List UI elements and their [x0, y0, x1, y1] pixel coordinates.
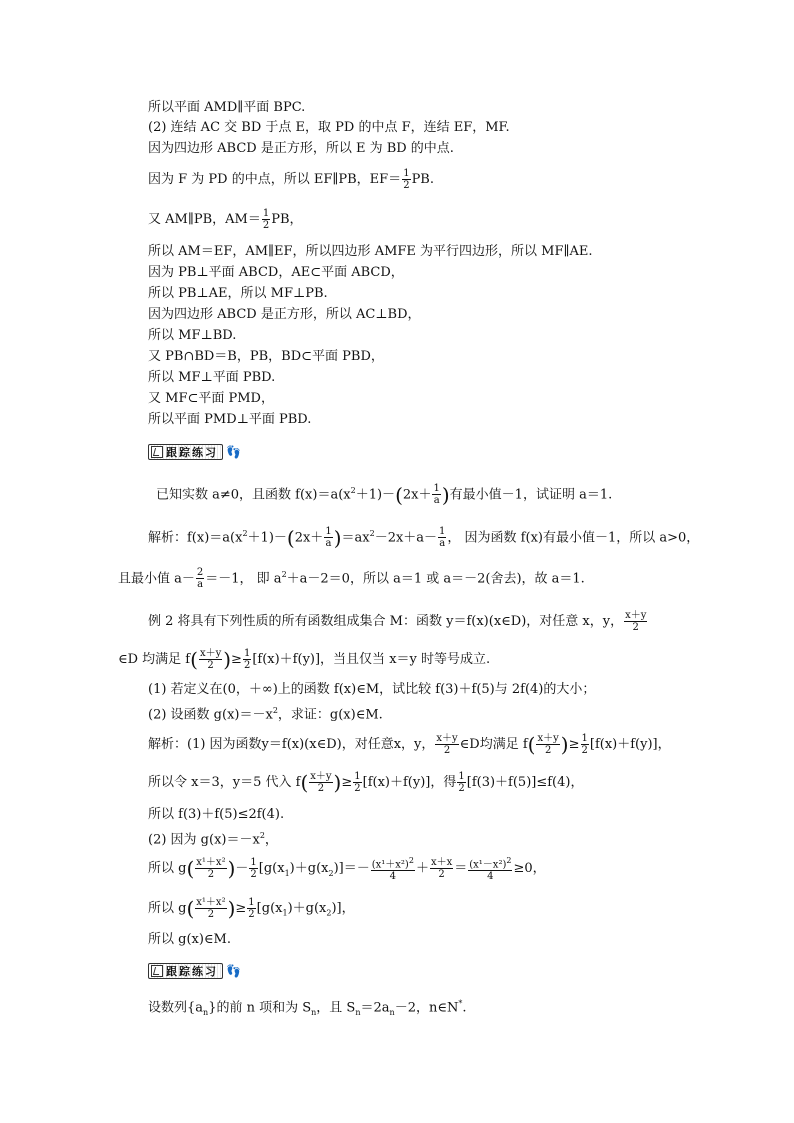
text-line: (2) 设函数 $g(x)=-x^2$，求证：g(x)∈M. — [148, 706, 383, 723]
pencil-note-icon — [151, 446, 163, 458]
text-line: 所以平面 AMD∥平面 BPC. — [148, 100, 306, 115]
text-line: (1) 若定义在(0，＋∞)上的函数 f(x)∈M，试比较 f(3)＋f(5)与 2f(4)的大小； — [148, 682, 596, 697]
text-line: 所以 f(3)＋f(5)≤2f(4). — [148, 807, 285, 822]
solution-line: 所以令 x＝3，y＝5 代入 f( $\frac{x+y}{2}$ )≥ $\frac{1}{2}$ [f(x)＋f(y)]，得 $\frac{1}{2}$ [f(3)＋f(5)]≤f(4)， — [148, 770, 584, 795]
text-line: 所以 g(x)∈M. — [148, 932, 231, 947]
pencil-note-icon — [151, 965, 163, 977]
text-line: 因为 F 为 PD 的中点，所以 EF∥PB，EF＝ $\frac{1}{2}$ PB. — [148, 168, 434, 191]
section-badge: 跟踪练习 👣 — [148, 962, 241, 980]
text-line: 又 PB∩BD＝B，PB，BD⊂平面 PBD， — [148, 349, 384, 364]
footprints-icon: 👣 — [226, 445, 241, 459]
solution-line: 且最小值 a－ $\frac{2}{a}$ ＝－1， 即 $a^2+a-2=0$，所以 a＝1 或 a＝－2(舍去)，故 a＝1. — [118, 567, 585, 591]
text-line: (2) 因为 $g(x)=-x^2$， — [148, 831, 278, 848]
text-line: 所以 MF⊥平面 PBD. — [148, 370, 276, 385]
text-line: 所以 AM＝EF，AM∥EF，所以四边形 AMFE 为平行四边形，所以 MF∥AE. — [148, 244, 593, 259]
footprints-icon: 👣 — [226, 964, 241, 978]
solution-line: 所以 g( $\frac{\text{x¹＋x²}}{2}$ )≥ $\frac{1}{2}$ $[g(x_1)+g(x_2)]$， — [148, 896, 355, 921]
example-line: ∈D 均满足 f( $\frac{x+y}{2}$ )≥ $\frac{1}{2}$ [f(x)＋f(y)]，当且仅当 x＝y 时等号成立. — [118, 647, 491, 672]
fraction: $\frac{1}{2}$ — [262, 208, 270, 231]
text-line: 又 MF⊂平面 PMD， — [148, 391, 274, 406]
text-line: 所以 MF⊥BD. — [148, 328, 237, 343]
solution-line: 所以 g( $\frac{\text{x¹＋x²}}{2}$ )－ $\frac{1}{2}$ $[g(x_1)+g(x_2)]=-$ $\frac{(x^1+x^2)^2}{4}$ ＋ $\frac{x+x}{2}$ ＝ $\frac{(x^1-x^2)^2}{4}$ ≥0， — [148, 856, 546, 883]
exercise-question: 已知实数 a≠0，且函数 $f(x)=a(x^2+1)-(2x+$ $\frac{1}{a}$ )有最小值－1，试证明 a＝1. — [156, 482, 613, 507]
text-line: 所以 PB⊥AE，所以 MF⊥PB. — [148, 286, 328, 301]
solution-line: 解析：$f(x)=a(x^2+1)-(2x+$ $\frac{1}{a}$ )$=ax^2-2x+a-$ $\frac{1}{a}$ ， 因为函数 f(x)有最小值－1，所以 a>0， — [148, 525, 700, 550]
text-line: 因为四边形 ABCD 是正方形，所以 AC⊥BD， — [148, 307, 421, 322]
exercise-question: 设数列$\{a_n\}$的前 n 项和为 $S_n$，且 $S_n=2a_n-2$，n∈N*. — [148, 999, 467, 1017]
text-line: 因为四边形 ABCD 是正方形，所以 E 为 BD 的中点. — [148, 141, 454, 156]
text-line: 因为 PB⊥平面 ABCD，AE⊂平面 ABCD， — [148, 265, 404, 280]
text-line: (2) 连结 AC 交 BD 于点 E，取 PD 的中点 F，连结 EF，MF. — [148, 120, 510, 135]
example-line: 例 2 将具有下列性质的所有函数组成集合 M：函数 y＝f(x)(x∈D)，对任意 x，y， $\frac{x+y}{2}$ — [148, 610, 647, 633]
text-line: 所以平面 PMD⊥平面 PBD. — [148, 412, 312, 427]
solution-line: 解析：(1) 因为函数y＝f(x)(x∈D)，对任意x，y， $\frac{x+y}{2}$ ∈D均满足 f( $\frac{x+y}{2}$ )≥ $\frac{1}{2}$ [f(x)＋f(y)]， — [148, 732, 671, 757]
fraction: $\frac{1}{2}$ — [403, 168, 410, 191]
section-badge: 跟踪练习 👣 — [148, 443, 241, 461]
text-line: 又 AM∥PB，AM＝ $\frac{1}{2}$ PB， — [148, 208, 303, 231]
